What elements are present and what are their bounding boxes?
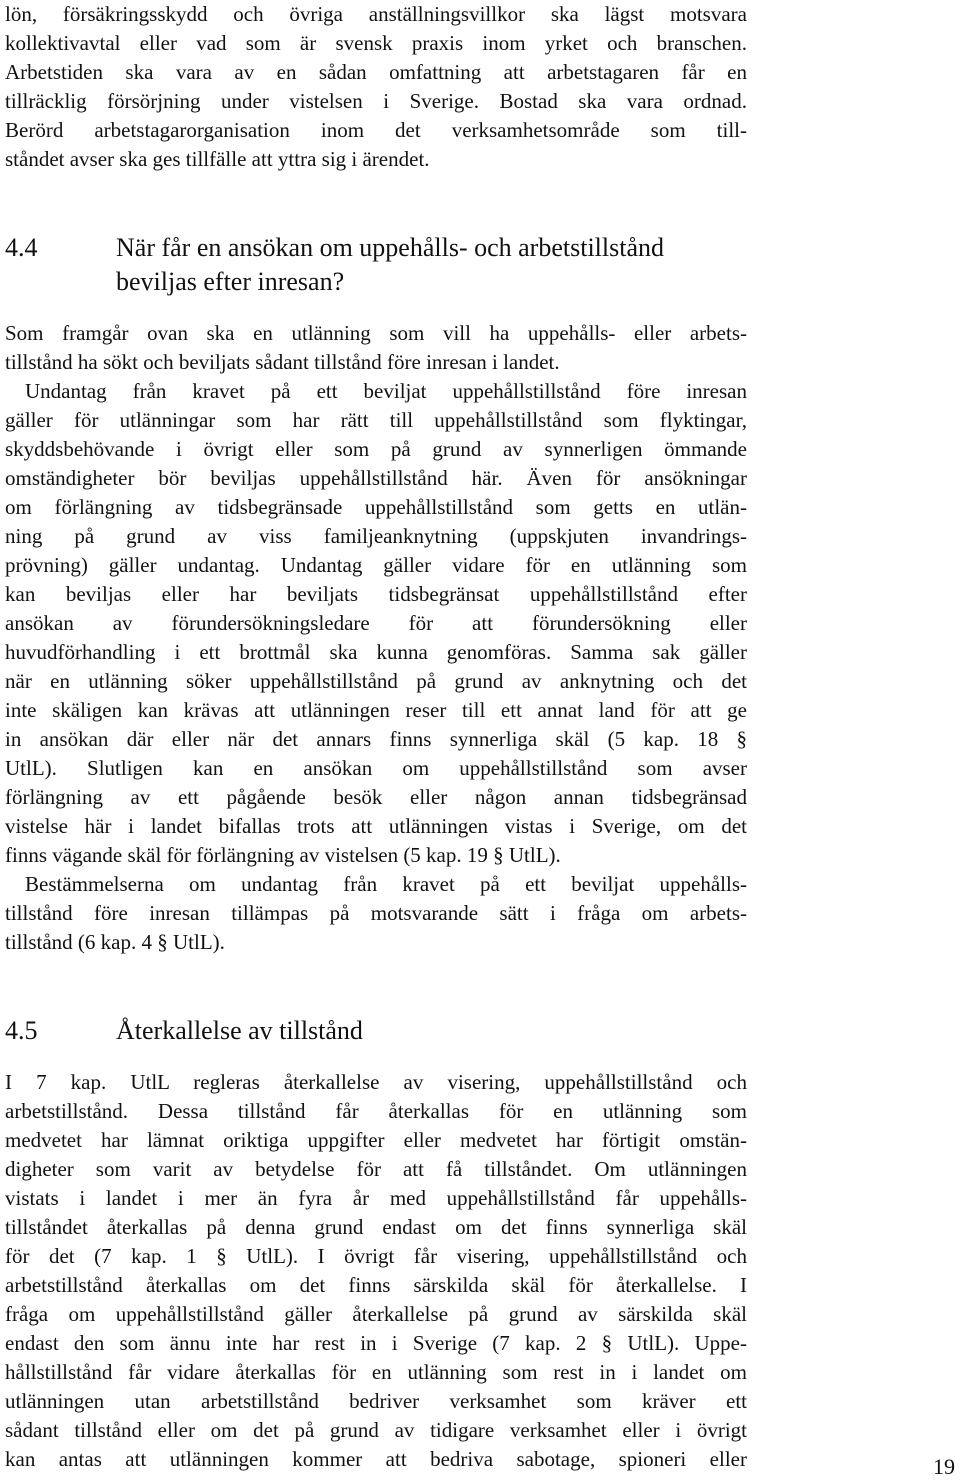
section-number: 4.4 <box>5 233 38 262</box>
text-line: sådant tillstånd eller om det på grund av tidigare verksamhet eller i övrigt <box>5 1418 747 1442</box>
text-line: tillstånd före inresan tillämpas på motsvarande sätt i fråga om arbets- <box>5 901 747 925</box>
text-line: lön, försäkringsskydd och övriga anställningsvillkor ska lägst motsvara <box>5 2 747 26</box>
text-line: tillstånd (6 kap. 4 § UtlL). <box>5 930 225 954</box>
text-line: vistelse här i landet bifallas trots att utlänningen vistas i Sverige, om det <box>5 814 747 838</box>
text-line: ning på grund av viss familjeanknytning (uppskjuten invandrings- <box>5 524 747 548</box>
section-number: 4.5 <box>5 1016 38 1045</box>
text-line: Arbetstiden ska vara av en sådan omfattning att arbetstagaren får en <box>5 60 747 84</box>
text-line: fråga om uppehållstillstånd gäller återkallelse på grund av särskilda skäl <box>5 1302 747 1326</box>
text-line: tillräcklig försörjning under vistelsen i Sverige. Bostad ska vara ordnad. <box>5 89 747 113</box>
text-line: Som framgår ovan ska en utlänning som vill ha uppehålls- eller arbets- <box>5 321 747 345</box>
section-title: beviljas efter inresan? <box>116 267 345 296</box>
text-line: tillstånd ha sökt och beviljats sådant tillstånd före inresan i landet. <box>5 350 560 374</box>
text-line: Bestämmelserna om undantag från kravet på ett beviljat uppehålls- <box>25 872 747 896</box>
text-line: finns vägande skäl för förlängning av vistelsen (5 kap. 19 § UtlL). <box>5 843 561 867</box>
text-line: för det (7 kap. 1 § UtlL). I övrigt får visering, uppehållstillstånd och <box>5 1244 747 1268</box>
text-line: omständigheter bör beviljas uppehållstillstånd här. Även för ansökningar <box>5 466 747 490</box>
text-line: inte skäligen kan krävas att utlänningen reser till ett annat land för att ge <box>5 698 747 722</box>
text-line: kan antas att utlänningen kommer att bedriva sabotage, spioneri eller <box>5 1447 747 1471</box>
text-line: digheter som varit av betydelse för att få tillståndet. Om utlänningen <box>5 1157 747 1181</box>
text-line: gäller för utlänningar som har rätt till uppehållstillstånd som flyktingar, <box>5 408 747 432</box>
text-line: Undantag från kravet på ett beviljat uppehållstillstånd före inresan <box>25 379 747 403</box>
text-line: vistats i landet i mer än fyra år med uppehållstillstånd får uppehålls- <box>5 1186 747 1210</box>
text-line: förlängning av ett pågående besök eller någon annan tidsbegränsad <box>5 785 747 809</box>
text-line: ansökan av förundersökningsledare för att förundersökning eller <box>5 611 747 635</box>
text-line: huvudförhandling i ett brottmål ska kunna genomföras. Samma sak gäller <box>5 640 747 664</box>
section-title: När får en ansökan om uppehålls- och arbetstillstånd <box>116 233 664 262</box>
text-line: in ansökan där eller när det annars finns synnerliga skäl (5 kap. 18 § <box>5 727 747 751</box>
page-number: 19 <box>933 1454 955 1479</box>
text-line: när en utlänning söker uppehållstillstånd på grund av anknytning och det <box>5 669 747 693</box>
text-line: utlänningen utan arbetstillstånd bedriver verksamhet som kräver ett <box>5 1389 747 1413</box>
text-line: hållstillstånd får vidare återkallas för en utlänning som rest in i landet om <box>5 1360 747 1384</box>
text-line: Berörd arbetstagarorganisation inom det verksamhetsområde som till- <box>5 118 747 142</box>
text-line: skyddsbehövande i övrigt eller som på grund av synnerligen ömmande <box>5 437 747 461</box>
text-line: prövning) gäller undantag. Undantag gäller vidare för en utlänning som <box>5 553 747 577</box>
section-title: Återkallelse av tillstånd <box>116 1016 363 1045</box>
text-line: kollektivavtal eller vad som är svensk praxis inom yrket och branschen. <box>5 31 747 55</box>
text-line: om förlängning av tidsbegränsade uppehållstillstånd som getts en utlän- <box>5 495 747 519</box>
text-line: medvetet har lämnat oriktiga uppgifter eller medvetet har förtigit omstän- <box>5 1128 747 1152</box>
text-line: tillståndet återkallas på denna grund endast om det finns synnerliga skäl <box>5 1215 747 1239</box>
text-line: UtlL). Slutligen kan en ansökan om uppehållstillstånd som avser <box>5 756 747 780</box>
text-line: kan beviljas eller har beviljats tidsbegränsat uppehållstillstånd efter <box>5 582 747 606</box>
text-line: endast den som ännu inte har rest in i Sverige (7 kap. 2 § UtlL). Uppe- <box>5 1331 747 1355</box>
text-line: arbetstillstånd. Dessa tillstånd får återkallas för en utlänning som <box>5 1099 747 1123</box>
text-line: arbetstillstånd återkallas om det finns särskilda skäl för återkallelse. I <box>5 1273 747 1297</box>
text-line: ståndet avser ska ges tillfälle att yttra sig i ärendet. <box>5 147 430 171</box>
text-line: I 7 kap. UtlL regleras återkallelse av visering, uppehållstillstånd och <box>5 1070 747 1094</box>
